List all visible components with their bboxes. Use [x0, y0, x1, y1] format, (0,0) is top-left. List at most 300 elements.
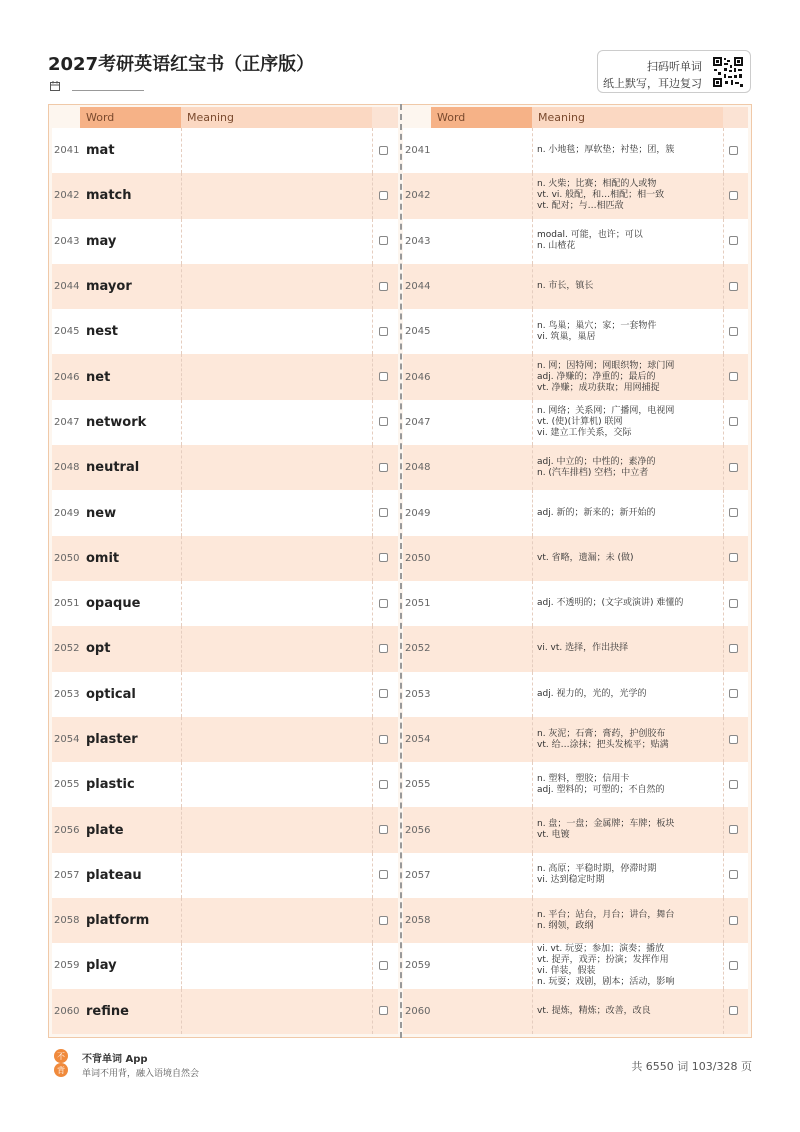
cell-divider: [181, 898, 182, 943]
meaning-line: adj. 中立的；中性的；素净的: [537, 456, 656, 467]
row-number: 2044: [405, 281, 431, 293]
table-row: [403, 445, 748, 490]
cell-divider: [532, 898, 533, 943]
cell-divider: [532, 354, 533, 399]
row-word: net: [86, 369, 111, 385]
cell-divider: [723, 490, 724, 535]
checkbox[interactable]: [729, 508, 738, 517]
table-row: [403, 536, 748, 581]
checkbox[interactable]: [729, 599, 738, 608]
cell-divider: [181, 626, 182, 671]
cell-divider: [372, 853, 373, 898]
meaning-line: vt. (使)(计算机) 联网: [537, 416, 623, 427]
meaning-line: vt. 电镀: [537, 830, 570, 841]
checkbox[interactable]: [729, 916, 738, 925]
meaning-line: n. 盘；一盘；金属牌；车牌；板块: [537, 819, 675, 830]
cell-divider: [181, 354, 182, 399]
cell-divider: [723, 581, 724, 626]
cell-divider: [723, 128, 724, 173]
app-logo-icon: [52, 1049, 70, 1078]
cell-divider: [723, 898, 724, 943]
row-meaning: [537, 128, 674, 173]
cell-divider: [372, 264, 373, 309]
meaning-line: n. 玩耍；戏剧，剧本；活动，影响: [537, 976, 675, 987]
table-row: [403, 354, 748, 399]
meaning-line: vt. vi. 般配，和…相配；相一致: [537, 190, 665, 201]
cell-divider: [181, 762, 182, 807]
date-blank[interactable]: [72, 80, 144, 91]
row-number: 2053: [405, 688, 431, 700]
table-row: [52, 445, 398, 490]
cell-divider: [723, 219, 724, 264]
meaning-line: modal. 可能，也许；可以: [537, 230, 643, 241]
svg-text:背: 背: [57, 1066, 65, 1075]
meaning-line: vi. vt. 选择，作出抉择: [537, 643, 629, 654]
row-number: 2047: [405, 416, 431, 428]
table-row: [403, 717, 748, 762]
row-number: 2042: [405, 190, 431, 202]
row-meaning: [537, 626, 628, 671]
cell-divider: [723, 626, 724, 671]
meaning-line: n. 市长，镇长: [537, 281, 594, 292]
cell-divider: [532, 128, 533, 173]
cell-divider: [723, 309, 724, 354]
cell-divider: [723, 264, 724, 309]
row-meaning: [537, 490, 655, 535]
meaning-line: vi. 建立工作关系，交际: [537, 427, 632, 438]
meaning-line: vi. 佯装，假装: [537, 965, 596, 976]
checkbox[interactable]: [729, 191, 738, 200]
cell-divider: [181, 128, 182, 173]
meaning-line: n. 平台；站台，月台；讲台，舞台: [537, 909, 675, 920]
row-number: 2047: [54, 416, 80, 428]
row-number: 2051: [54, 598, 80, 610]
meaning-line: vt. 提炼，精炼；改善，改良: [537, 1005, 651, 1016]
checkbox[interactable]: [729, 463, 738, 472]
meaning-line: adj. 净赚的；净重的；最后的: [537, 371, 656, 382]
page-title: 2027考研英语红宝书（正序版）: [48, 54, 315, 75]
cell-divider: [181, 672, 182, 717]
checkbox[interactable]: [379, 1006, 388, 1015]
row-number: 2058: [405, 915, 431, 927]
row-number: 2056: [405, 824, 431, 836]
checkbox[interactable]: [379, 961, 388, 970]
checkbox[interactable]: [729, 553, 738, 562]
table-row: [403, 762, 748, 807]
cell-divider: [532, 807, 533, 852]
calendar-icon: [50, 81, 60, 91]
row-word: mayor: [86, 279, 132, 295]
row-number: 2041: [405, 145, 431, 157]
row-number: 2048: [54, 462, 80, 474]
meaning-line: n. 纲领，政纲: [537, 920, 594, 931]
row-number: 2045: [405, 326, 431, 338]
meaning-line: n. 高原；平稳时期，停滞时期: [537, 864, 657, 875]
header-check: [723, 107, 748, 128]
cell-divider: [181, 309, 182, 354]
meaning-line: n. 鸟巢；巢穴；家；一套物件: [537, 320, 657, 331]
cell-divider: [723, 400, 724, 445]
row-word: new: [86, 505, 117, 521]
table-row: [403, 309, 748, 354]
row-word: may: [86, 233, 117, 249]
table-row: [403, 219, 748, 264]
row-meaning: [537, 309, 656, 354]
table-row: [403, 943, 748, 988]
checkbox[interactable]: [379, 916, 388, 925]
cell-divider: [181, 989, 182, 1034]
checkbox[interactable]: [729, 825, 738, 834]
checkbox[interactable]: [379, 372, 388, 381]
cell-divider: [181, 807, 182, 852]
row-word: play: [86, 958, 117, 974]
table-row: [403, 672, 748, 717]
cell-divider: [372, 989, 373, 1034]
cell-divider: [181, 490, 182, 535]
checkbox[interactable]: [379, 463, 388, 472]
header-word: Word: [80, 107, 181, 128]
checkbox[interactable]: [729, 870, 738, 879]
cell-divider: [372, 445, 373, 490]
checkbox[interactable]: [379, 146, 388, 155]
footer-slogan: 单词不用背，融入语境自然会: [82, 1069, 200, 1079]
row-number: 2045: [54, 326, 80, 338]
cell-divider: [372, 807, 373, 852]
cell-divider: [372, 400, 373, 445]
cell-divider: [723, 943, 724, 988]
cell-divider: [372, 219, 373, 264]
checkbox[interactable]: [729, 327, 738, 336]
checkbox[interactable]: [729, 282, 738, 291]
meaning-line: n. (汽车排档) 空档；中立者: [537, 467, 649, 478]
table-row: [403, 989, 748, 1034]
table-row: [52, 354, 398, 399]
checkbox[interactable]: [379, 417, 388, 426]
row-meaning: [537, 445, 655, 490]
checkbox[interactable]: [379, 735, 388, 744]
cell-divider: [372, 309, 373, 354]
row-meaning: [537, 807, 674, 852]
cell-divider: [723, 173, 724, 218]
checkbox[interactable]: [379, 508, 388, 517]
checkbox[interactable]: [379, 282, 388, 291]
right-header: [403, 107, 748, 128]
cell-divider: [532, 173, 533, 218]
row-meaning: [537, 898, 674, 943]
row-word: match: [86, 188, 132, 204]
checkbox[interactable]: [729, 372, 738, 381]
row-number: 2043: [405, 235, 431, 247]
table-row: [52, 672, 398, 717]
row-word: neutral: [86, 460, 140, 476]
meaning-line: vt. 配对；与…相匹敌: [537, 201, 624, 212]
row-number: 2042: [54, 190, 80, 202]
cell-divider: [723, 354, 724, 399]
row-meaning: [537, 173, 664, 218]
table-row: [52, 173, 398, 218]
cell-divider: [372, 490, 373, 535]
checkbox[interactable]: [729, 644, 738, 653]
row-word: plateau: [86, 867, 142, 883]
table-row: [403, 626, 748, 671]
cell-divider: [532, 400, 533, 445]
cell-divider: [372, 581, 373, 626]
qr-caption-2: 纸上默写，耳边复习: [603, 77, 702, 90]
row-number: 2052: [54, 643, 80, 655]
checkbox[interactable]: [379, 825, 388, 834]
row-number: 2057: [405, 869, 431, 881]
row-number: 2057: [54, 869, 80, 881]
left-header: [52, 107, 398, 128]
row-word: mat: [86, 143, 115, 159]
row-number: 2050: [54, 552, 80, 564]
checkbox[interactable]: [729, 689, 738, 698]
table-row: [52, 264, 398, 309]
meaning-line: n. 小地毯；厚软垫；衬垫；团，簇: [537, 145, 675, 156]
cell-divider: [372, 717, 373, 762]
cell-divider: [372, 762, 373, 807]
row-word: refine: [86, 1003, 129, 1019]
row-number: 2060: [405, 1005, 431, 1017]
meaning-line: adj. 新的；新来的；新开始的: [537, 507, 656, 518]
row-meaning: [537, 354, 674, 399]
cell-divider: [372, 354, 373, 399]
cell-divider: [723, 989, 724, 1034]
meaning-line: vt. 给…涂抹；把头发梳平；贴满: [537, 739, 669, 750]
cell-divider: [532, 853, 533, 898]
meaning-line: n. 网络；关系网；广播网，电视网: [537, 405, 675, 416]
cell-divider: [532, 309, 533, 354]
table-row: [52, 717, 398, 762]
meaning-line: adj. 视力的，光的，光学的: [537, 688, 647, 699]
row-number: 2043: [54, 235, 80, 247]
date-field: [50, 80, 144, 91]
row-number: 2059: [54, 960, 80, 972]
table-row: [403, 807, 748, 852]
qr-card: [597, 50, 751, 93]
cell-divider: [181, 400, 182, 445]
header-word: Word: [431, 107, 532, 128]
row-word: plastic: [86, 777, 135, 793]
row-number: 2054: [54, 734, 80, 745]
meaning-line: n. 灰泥；石膏；膏药，护创胶布: [537, 728, 666, 739]
table-row: [403, 490, 748, 535]
meaning-line: n. 塑料，塑胶；信用卡: [537, 773, 630, 784]
row-word: opaque: [86, 596, 141, 612]
cell-divider: [723, 445, 724, 490]
cell-divider: [181, 943, 182, 988]
table-row: [52, 853, 398, 898]
right-half: [403, 107, 748, 1034]
row-word: network: [86, 414, 147, 430]
cell-divider: [532, 989, 533, 1034]
meaning-line: n. 山楂花: [537, 241, 576, 252]
cell-divider: [532, 490, 533, 535]
row-meaning: [537, 943, 674, 988]
cell-divider: [532, 626, 533, 671]
row-word: optical: [86, 686, 136, 702]
row-number: 2044: [54, 281, 80, 293]
row-meaning: [537, 989, 651, 1034]
table-row: [52, 536, 398, 581]
cell-divider: [181, 219, 182, 264]
table-row: [52, 762, 398, 807]
row-number: 2052: [405, 643, 431, 655]
checkbox[interactable]: [379, 553, 388, 562]
svg-text:不: 不: [57, 1052, 65, 1061]
cell-divider: [723, 853, 724, 898]
table-row: [52, 128, 398, 173]
checkbox[interactable]: [379, 191, 388, 200]
cell-divider: [372, 128, 373, 173]
cell-divider: [181, 264, 182, 309]
cell-divider: [532, 536, 533, 581]
cell-divider: [372, 173, 373, 218]
checkbox[interactable]: [729, 236, 738, 245]
cell-divider: [532, 219, 533, 264]
checkbox[interactable]: [379, 236, 388, 245]
cell-divider: [181, 581, 182, 626]
table-row: [403, 128, 748, 173]
cell-divider: [723, 717, 724, 762]
row-number: 2060: [54, 1005, 80, 1017]
table-row: [52, 989, 398, 1034]
cell-divider: [723, 536, 724, 581]
meaning-line: n. 火柴；比赛；相配的人或物: [537, 179, 657, 190]
cell-divider: [532, 264, 533, 309]
row-number: 2056: [54, 824, 80, 836]
row-number: 2058: [54, 915, 80, 927]
checkbox[interactable]: [729, 961, 738, 970]
cell-divider: [532, 762, 533, 807]
table-row: [52, 219, 398, 264]
row-number: 2046: [54, 371, 80, 383]
cell-divider: [372, 898, 373, 943]
qr-caption-1: 扫码听单词: [647, 60, 702, 73]
checkbox[interactable]: [379, 870, 388, 879]
row-number: 2041: [54, 145, 80, 157]
checkbox[interactable]: [379, 780, 388, 789]
row-meaning: [537, 581, 683, 626]
right-rows: [403, 128, 748, 1034]
table-row: [52, 898, 398, 943]
row-meaning: [537, 762, 664, 807]
checkbox[interactable]: [379, 327, 388, 336]
cell-divider: [532, 445, 533, 490]
cell-divider: [372, 672, 373, 717]
checkbox[interactable]: [379, 599, 388, 608]
cell-divider: [372, 626, 373, 671]
checkbox[interactable]: [379, 644, 388, 653]
meaning-line: adj. 塑料的；可塑的；不自然的: [537, 784, 665, 795]
table-row: [52, 400, 398, 445]
row-number: 2051: [405, 598, 431, 610]
checkbox[interactable]: [729, 417, 738, 426]
table-row: [52, 807, 398, 852]
cell-divider: [532, 672, 533, 717]
meaning-line: adj. 不透明的；(文字或演讲) 难懂的: [537, 598, 684, 609]
table-row: [52, 309, 398, 354]
cell-divider: [181, 445, 182, 490]
row-meaning: [537, 717, 669, 762]
cell-divider: [181, 717, 182, 762]
header-meaning: Meaning: [532, 107, 723, 128]
meaning-line: vt. 捉弄，戏弄；扮演；发挥作用: [537, 954, 669, 965]
header-check: [372, 107, 398, 128]
row-number: 2049: [54, 507, 80, 519]
table-row: [52, 490, 398, 535]
row-number: 2055: [405, 779, 431, 791]
row-word: plaster: [86, 732, 138, 747]
row-meaning: [537, 672, 646, 717]
footer-app-name: 不背单词 App: [82, 1054, 148, 1065]
cell-divider: [723, 762, 724, 807]
qr-code-icon: [712, 56, 744, 88]
row-number: 2050: [405, 552, 431, 564]
table-row: [403, 581, 748, 626]
cell-divider: [181, 536, 182, 581]
checkbox[interactable]: [729, 1006, 738, 1015]
row-word: opt: [86, 641, 111, 657]
table-row: [52, 943, 398, 988]
row-number: 2048: [405, 462, 431, 474]
checkbox[interactable]: [729, 735, 738, 744]
checkbox[interactable]: [379, 689, 388, 698]
cell-divider: [723, 807, 724, 852]
row-word: omit: [86, 550, 120, 566]
row-meaning: [537, 536, 633, 581]
checkbox[interactable]: [729, 780, 738, 789]
row-word: nest: [86, 324, 119, 340]
cell-divider: [181, 173, 182, 218]
table-row: [52, 581, 398, 626]
row-word: platform: [86, 913, 150, 929]
row-number: 2059: [405, 960, 431, 972]
column-divider: [400, 104, 402, 1038]
table-row: [403, 173, 748, 218]
header-meaning: Meaning: [181, 107, 372, 128]
row-number: 2046: [405, 371, 431, 383]
row-meaning: [537, 219, 643, 264]
meaning-line: vt. 净赚；成功获取；用网捕捉: [537, 382, 660, 393]
table-row: [403, 264, 748, 309]
cell-divider: [372, 943, 373, 988]
meaning-line: vi. 筑巢，巢居: [537, 331, 596, 342]
row-number: 2049: [405, 507, 431, 519]
row-meaning: [537, 400, 674, 445]
left-rows: [52, 128, 398, 1034]
meaning-line: vi. 达到稳定时期: [537, 875, 605, 886]
row-meaning: [537, 264, 593, 309]
row-number: 2055: [54, 779, 80, 791]
table-row: [52, 626, 398, 671]
cell-divider: [181, 853, 182, 898]
table-row: [403, 400, 748, 445]
cell-divider: [532, 581, 533, 626]
footer-page-info: 共 6550 词 103/328 页: [631, 1060, 752, 1073]
left-half: [52, 107, 398, 1034]
row-number: 2054: [405, 734, 431, 745]
cell-divider: [723, 672, 724, 717]
meaning-line: n. 网；因特网；网眼织物；球门网: [537, 360, 675, 371]
row-word: plate: [86, 822, 124, 838]
cell-divider: [372, 536, 373, 581]
table-row: [403, 898, 748, 943]
row-number: 2053: [54, 688, 80, 700]
table-row: [403, 853, 748, 898]
cell-divider: [532, 943, 533, 988]
checkbox[interactable]: [729, 146, 738, 155]
